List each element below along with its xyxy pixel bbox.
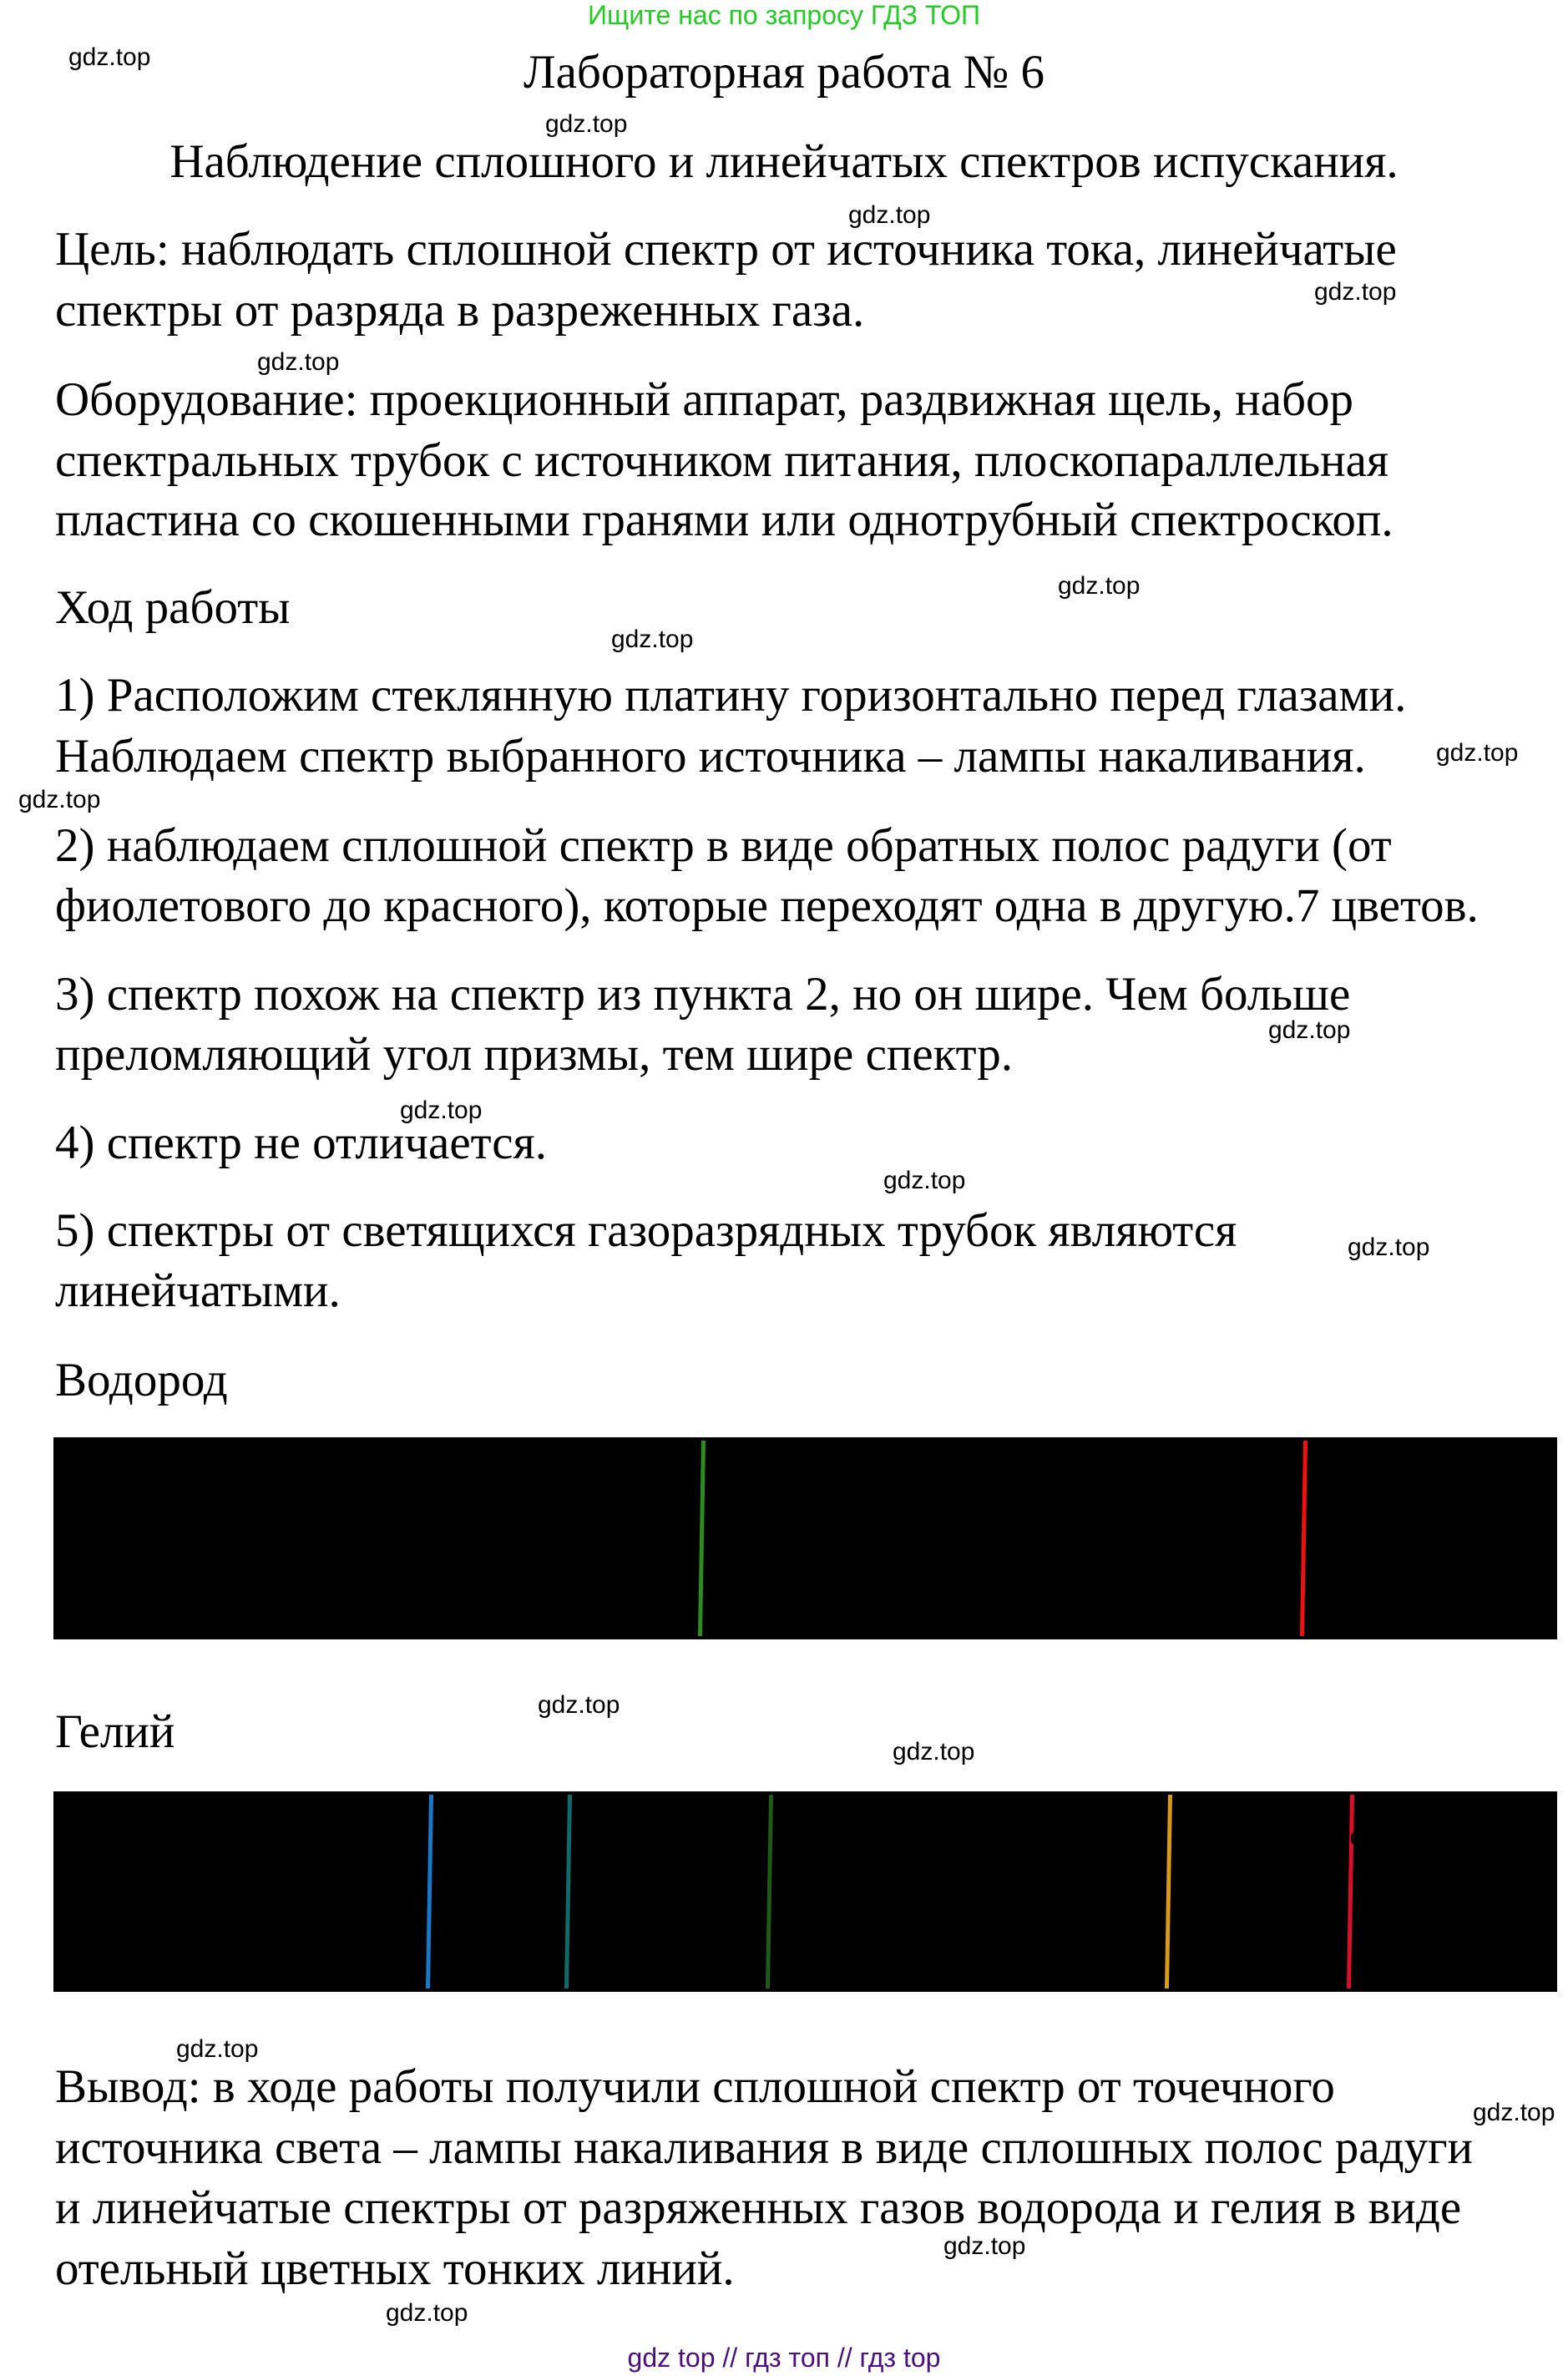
step-5-line: линейчатыми. <box>55 1264 341 1317</box>
watermark: gdz.top <box>386 2299 468 2327</box>
conclusion-line: отельный цветных тонких линий. <box>55 2242 735 2295</box>
watermark: gdz.top <box>883 1167 966 1194</box>
watermark: gdz.top <box>545 110 628 138</box>
helium-spectrum <box>53 1791 1557 1992</box>
procedure-heading: Ход работы <box>55 581 291 634</box>
footer-links[interactable]: gdz top // гдз топ // гдз top <box>627 2343 941 2373</box>
spectral-line <box>564 1795 572 1988</box>
search-banner[interactable]: Ищите нас по запросу ГДЗ ТОП <box>588 0 980 30</box>
conclusion-line: Вывод: в ходе работы получили сплошной спектр от точечного <box>55 2060 1335 2113</box>
watermark: gdz.top <box>1314 278 1397 306</box>
goal-line: спектры от разряда в разреженных газа. <box>55 284 865 337</box>
watermark: gdz.top <box>611 626 694 653</box>
watermark: gdz.top <box>1348 1234 1430 1261</box>
spectral-line <box>1300 1441 1308 1636</box>
step-5-line: 5) спектры от светящихся газоразрядных трубок являются <box>55 1204 1237 1257</box>
goal-line: Цель: наблюдать сплошной спектр от источника тока, линейчатые <box>55 223 1397 276</box>
conclusion-line: и линейчатые спектры от разряженных газов водорода и гелия в виде <box>55 2181 1462 2234</box>
equipment-line: Оборудование: проекционный аппарат, раздвижная щель, набор <box>55 373 1354 426</box>
watermark: gdz.top <box>176 2035 259 2063</box>
spectral-line <box>698 1441 706 1636</box>
equipment-line: спектральных трубок с источником питания, плоскопараллельная <box>55 434 1389 487</box>
spectral-line <box>1165 1795 1172 1988</box>
conclusion-line: источника света – лампы накаливания в виде сплошных полос радуги <box>55 2121 1473 2174</box>
watermark: gdz.top <box>538 1691 620 1719</box>
step-2-line: фиолетового до красного), которые переходят одна в другую.7 цветов. <box>55 879 1479 932</box>
page-title: Лабораторная работа № 6 <box>523 46 1045 99</box>
hydrogen-label: Водород <box>55 1354 228 1406</box>
watermark: gdz.top <box>943 2232 1026 2260</box>
spectral-line <box>766 1795 773 1988</box>
step-4-line: 4) спектр не отличается. <box>55 1117 548 1169</box>
hydrogen-spectrum <box>53 1437 1557 1639</box>
step-3-line: преломляющий угол призмы, тем шире спектр. <box>55 1028 1013 1081</box>
watermark: gdz.top <box>68 43 151 71</box>
watermark: gdz.top <box>1436 739 1519 767</box>
helium-label: Гелий <box>55 1705 175 1758</box>
watermark: gdz.top <box>18 786 101 813</box>
spectral-line <box>426 1795 433 1988</box>
watermark: gdz.top <box>400 1097 483 1124</box>
watermark: gdz.top <box>1336 1823 1419 1851</box>
watermark: gdz.top <box>1268 1016 1351 1044</box>
subtitle: Наблюдение сплошного и линейчатых спектров испускания. <box>169 135 1399 188</box>
step-3-line: 3) спектр похож на спектр из пункта 2, но он шире. Чем больше <box>55 968 1351 1021</box>
watermark: gdz.top <box>1473 2099 1555 2126</box>
watermark: gdz.top <box>893 1738 975 1766</box>
step-1-line: Наблюдаем спектр выбранного источника – лампы накаливания. <box>55 730 1366 783</box>
step-1-line: 1) Расположим стеклянную платину горизонтально перед глазами. <box>55 669 1407 722</box>
step-2-line: 2) наблюдаем сплошной спектр в виде обратных полос радуги (от <box>55 819 1392 872</box>
watermark: gdz.top <box>257 348 340 376</box>
equipment-line: пластина со скошенными гранями или однотрубный спектроскоп. <box>55 494 1393 546</box>
watermark: gdz.top <box>1058 572 1141 600</box>
watermark: gdz.top <box>848 201 931 229</box>
